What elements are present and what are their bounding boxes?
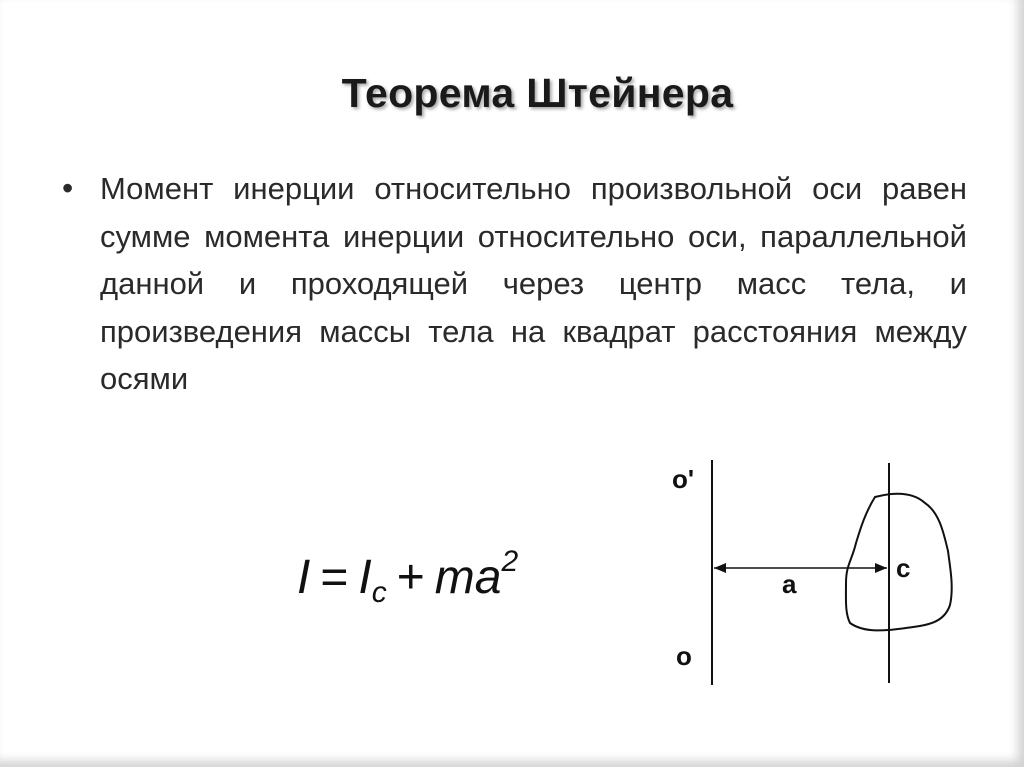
steiner-diagram (670, 455, 970, 690)
bullet-item (62, 165, 967, 403)
formula-term2: ma (434, 551, 502, 604)
formula-lhs: I (297, 551, 311, 604)
formula-term2-superscript: 2 (501, 545, 519, 578)
distance-label: a (782, 569, 797, 599)
bullet-marker: • (62, 170, 74, 206)
formula-term1-subscript: c (371, 576, 387, 609)
distance-arrow-right (875, 563, 887, 573)
bullet-text: Момент инерции относительно произвольной оси равен сумме момента инерции относительно оси, параллельной данной и проходящей через центр масс тела, и произведения массы тела на квадрат расстояния между осями (100, 171, 967, 396)
axis-top-label: o' (672, 464, 695, 494)
center-label: c (896, 553, 911, 583)
formula-plus: + (396, 551, 425, 604)
axis-bottom-label: o (676, 641, 692, 671)
formula-term1: I (358, 551, 372, 604)
slide-title: Теорема Штейнера (341, 70, 734, 116)
steiner-formula (297, 545, 518, 610)
formula-equals: = (320, 551, 349, 604)
distance-arrow-left (714, 563, 726, 573)
